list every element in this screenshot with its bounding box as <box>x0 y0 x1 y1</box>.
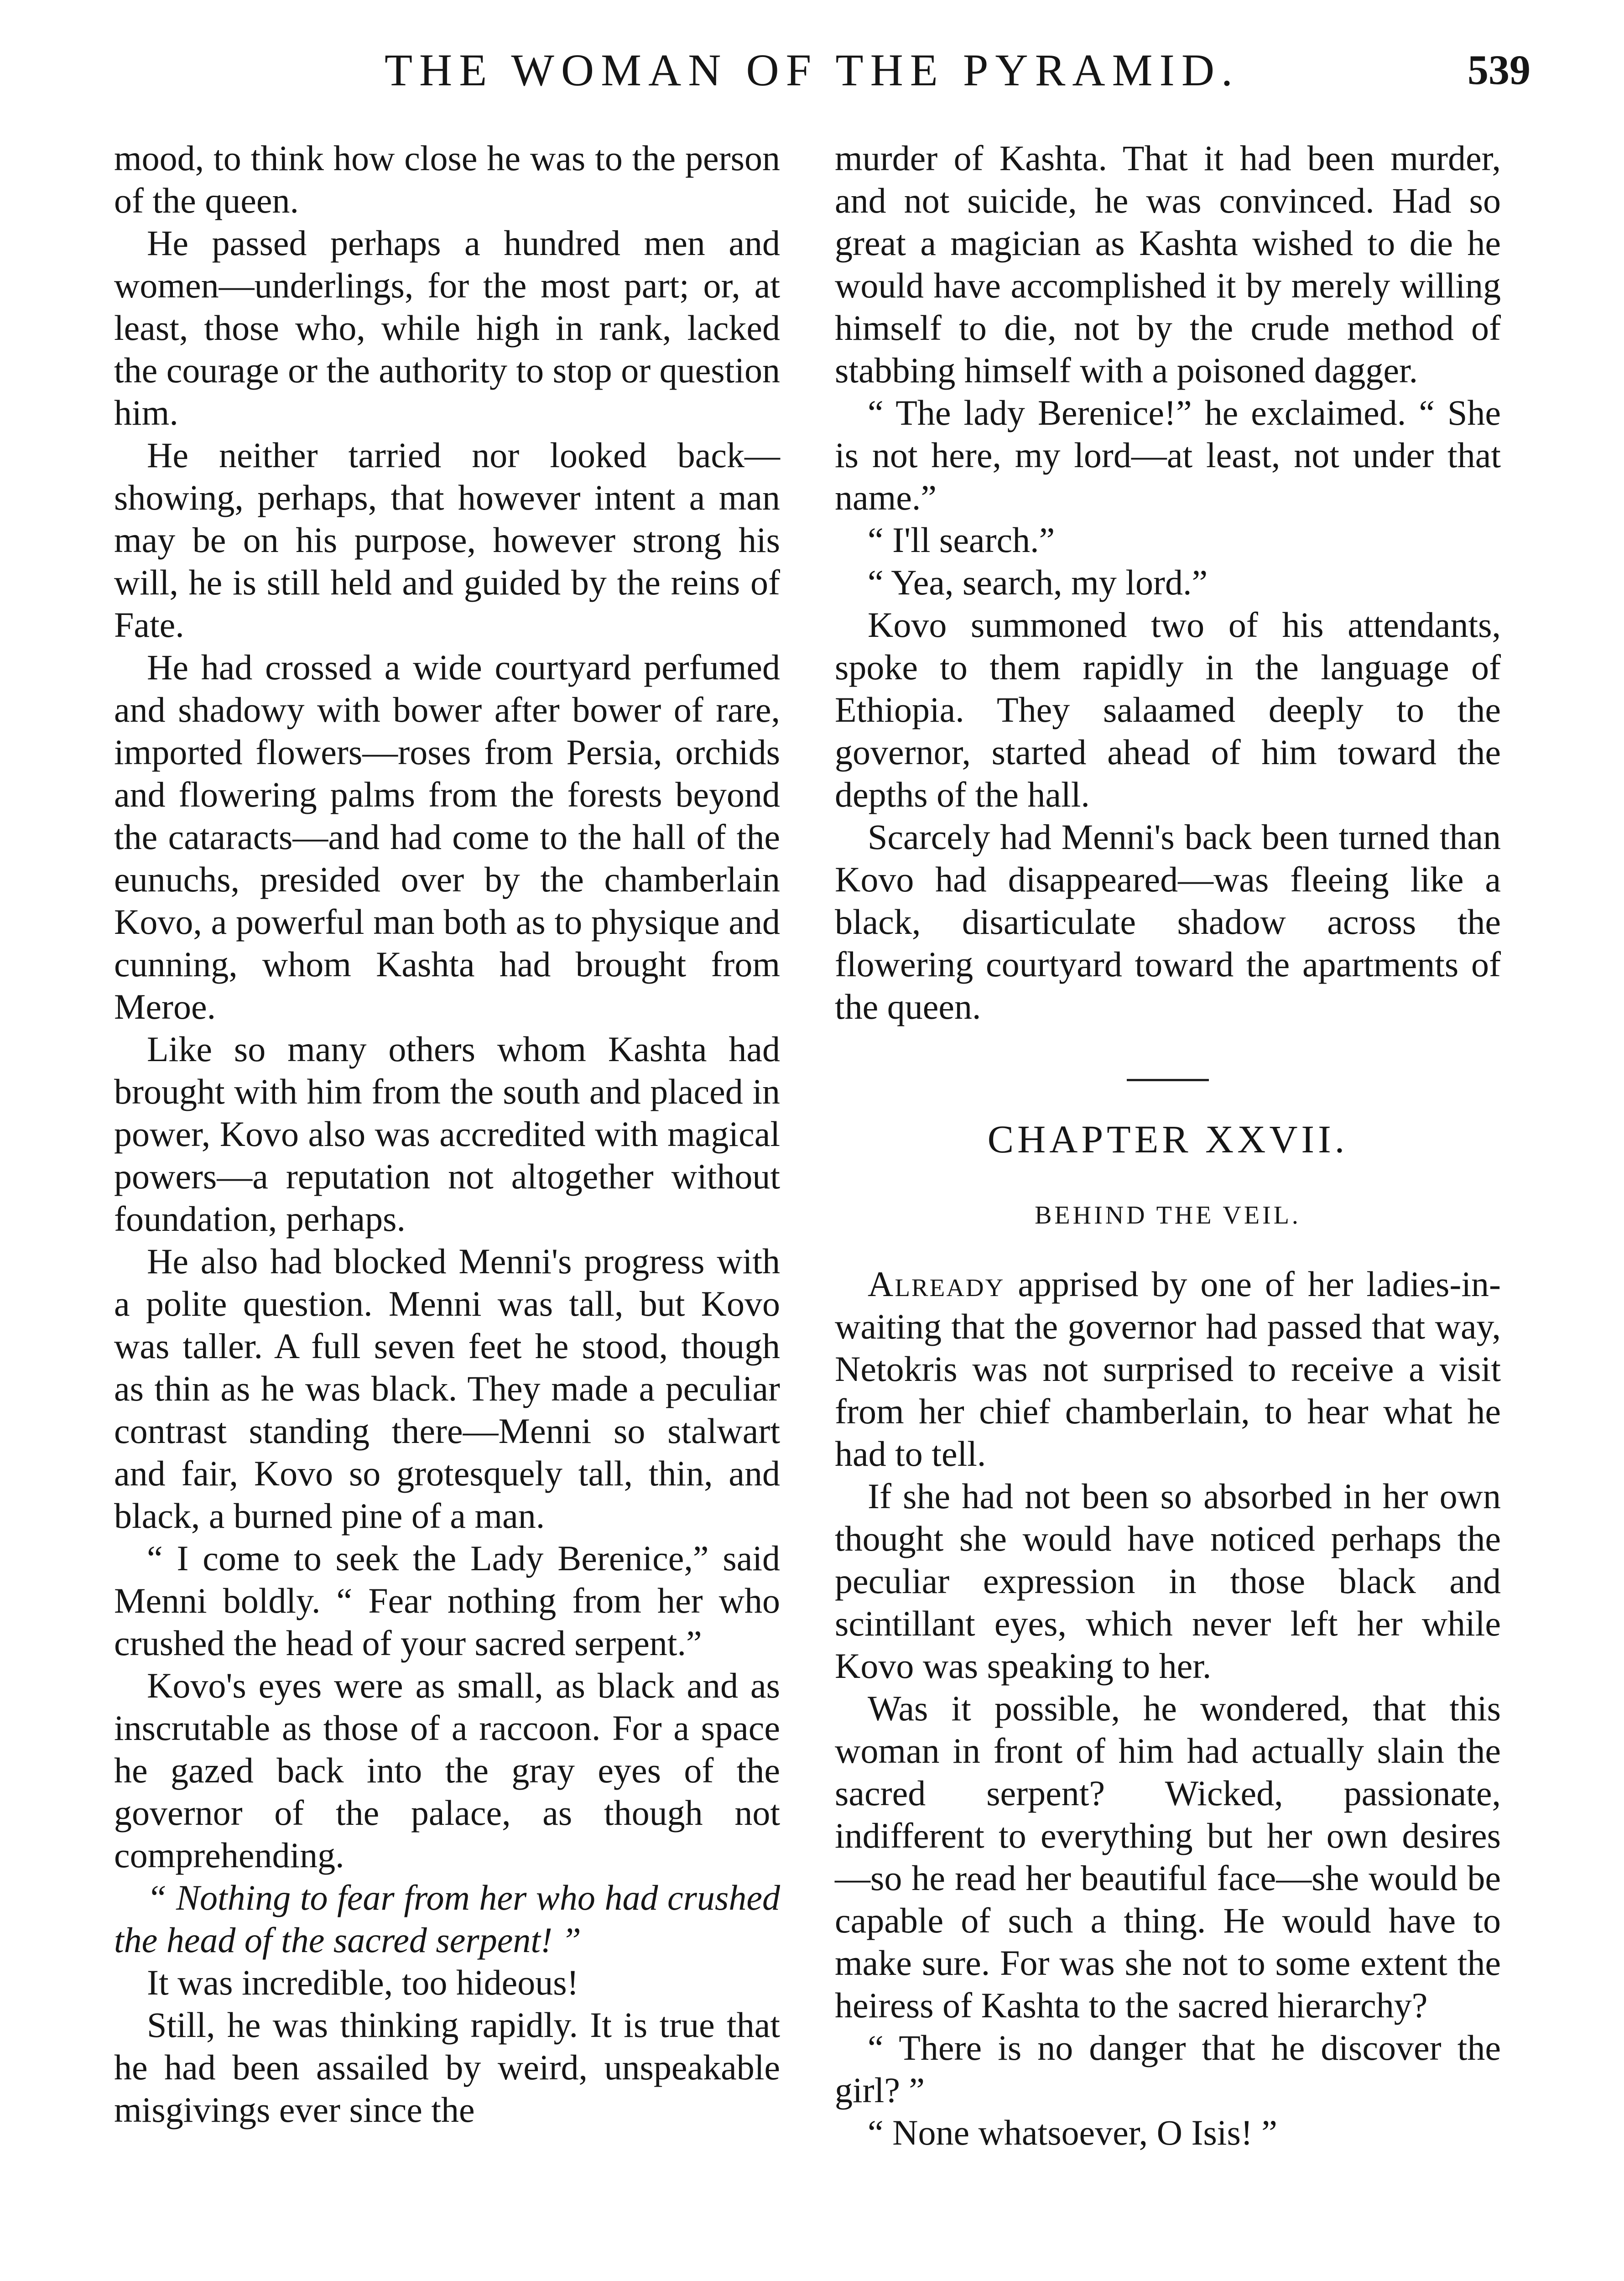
running-title: THE WOMAN OF THE PYRAMID. <box>384 45 1240 95</box>
paragraph: He had crossed a wide courtyard perfumed and shadowy with bower after bower of rare, imported flowers—roses from Persia, orchids and flowering palms from the forests beyond the cataracts—and had come to the hall of the eunuchs, presided over by the chamberlain Kovo, a powerful man both as to physique and cunning, whom Kashta had brought from Meroe. <box>114 647 780 1026</box>
paragraph: He neither tarried nor looked back—showing, perhaps, that however intent a man may be on his purpose, however strong his will, he is still held and guided by the reins of Fate. <box>114 435 780 645</box>
paragraph: “ The lady Berenice!” he exclaimed. “ She is not here, my lord—at least, not under that name.” <box>835 393 1501 517</box>
page-number: 539 <box>1468 47 1530 93</box>
paragraph: “ I come to seek the Lady Berenice,” said Menni boldly. “ Fear nothing from her who crushed the head of your sacred serpent.” <box>114 1538 780 1663</box>
paragraph-italic <box>114 1876 780 1961</box>
paragraph: “ Yea, search, my lord.” <box>868 562 1208 602</box>
paragraph: Like so many others whom Kashta had brought with him from the south and placed in power, Kovo also was accredited with magical powers—a reputation not altogether without foundation, perhaps. <box>114 1029 780 1239</box>
paragraph: Kovo summoned two of his attendants, spoke to them rapidly in the language of Ethiopia. They salaamed deeply to the governor, started ahead of him toward the depths of the hall. <box>835 605 1501 814</box>
chapter-first-paragraph <box>835 1263 1501 1475</box>
chapter-subtitle: BEHIND THE VEIL. <box>1035 1201 1301 1229</box>
chapter-title: CHAPTER XXVII. <box>987 1117 1348 1161</box>
paragraph: It was incredible, too hideous! <box>147 1963 579 2002</box>
paragraph: He passed perhaps a hundred men and women—underlings, for the most part; or, at least, those who, while high in rank, lacked the courage or the authority to stop or question him. <box>114 223 780 432</box>
paragraph: He also had blocked Menni's progress with a polite question. Menni was tall, but Kovo was taller. A full seven feet he stood, though as thin as he was black. They made a peculiar contrast standing there—Menni so stalwart and fair, Kovo so grotesquely tall, thin, and black, a burned pine of a man. <box>114 1241 780 1536</box>
chapter-lead-word: Already <box>868 1264 1005 1304</box>
paragraph: Scarcely had Menni's back been turned than Kovo had disappeared—was fleeing like a black, disarticulate shadow across the flowering courtyard toward the apartments of the queen. <box>835 817 1501 1026</box>
paragraph: Was it possible, he wondered, that this woman in front of him had actually slain the sacred serpent? Wicked, passionate, indifferent to everything but her own desires—so he read her beautiful face—she would be capable of such a thing. He would have to make sure. For was she not to some extent the heiress of Kashta to the sacred hierarchy? <box>835 1688 1501 2025</box>
paragraph: Still, he was thinking rapidly. It is true that he had been assailed by weird, unspeakable misgivings ever since the <box>114 2005 780 2130</box>
paragraph: mood, to think how close he was to the person of the queen. <box>114 138 780 220</box>
page-header <box>0 44 1624 117</box>
paragraph: If she had not been so absorbed in her own thought she would have noticed perhaps the peculiar expression in those black and scintillant eyes, which never left her while Kovo was speaking to her. <box>835 1476 1501 1686</box>
paragraph: “ There is no danger that he discover the girl? ” <box>835 2028 1501 2110</box>
paragraph: “ None whatsoever, O Isis! ” <box>868 2113 1277 2152</box>
left-column <box>114 137 780 2131</box>
italic-quote: “ Nothing to fear from her who had crushed the head of the sacred serpent! ” <box>114 1878 780 1960</box>
right-column <box>835 137 1501 2154</box>
paragraph: murder of Kashta. That it had been murder, and not suicide, he was convinced. Had so great a magician as Kashta wished to die he would have accomplished it by merely willing himself to die, not by the crude method of stabbing himself with a poisoned dagger. <box>835 138 1501 390</box>
chapter-divider <box>1127 1079 1209 1081</box>
paragraph: “ I'll search.” <box>868 520 1055 560</box>
paragraph: Kovo's eyes were as small, as black and as inscrutable as those of a raccoon. For a space he gazed back into the gray eyes of the governor of the palace, as though not comprehending. <box>114 1666 780 1875</box>
chapter-first-text: apprised by one of her ladies-in-waiting that the governor had passed that way, Netokris was not surprised to receive a visit from her chief chamberlain, to hear what he had to tell. <box>835 1264 1501 1474</box>
